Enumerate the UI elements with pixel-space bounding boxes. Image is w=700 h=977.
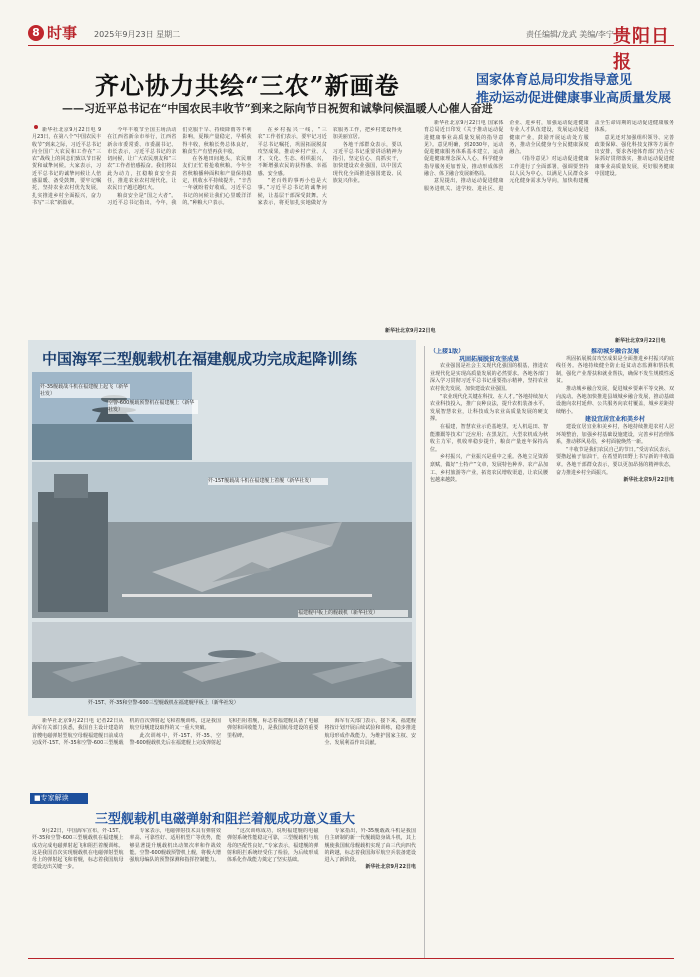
lead-paragraph: 在乡村振兴一线，“三农”工作者们表示，要牢记习近平总书记嘱托，巩固拓展脱贫攻坚成果，推动乡村产业、人才、文化、生态、组织振兴，不断增强农民的获得感、幸福感、安全感。: [257, 127, 327, 177]
deck-aircraft-row-photo: [32, 622, 412, 698]
expert-end-note: 新华社北京9月22日电: [365, 864, 416, 871]
sports-health-paragraph: 意见提出，推动运动促进健康服务进机关、进学校、进社区、进企业、进乡村，加强运动促进健康专业人才队伍建设，发展运动促进健康产业，鼓励开展运动处方服务，推动全民健身与全民健康深度融合。: [424, 120, 589, 192]
lead-paragraph: 各地干部群众表示，要以习近平总书记重要讲话精神为指引，坚定信心、真抓实干，加快建设农业强国，以中国式现代化全面推进强国建设、民族复兴伟业。: [332, 141, 402, 185]
sports-health-body: [424, 120, 674, 335]
page-header: [28, 24, 674, 73]
photo-feature-headline: 中国海军三型舰载机在福建舰成功完成起降训练: [42, 350, 358, 368]
lead-dateline: 新华社北京9月22日电: [42, 127, 96, 133]
photo-caption: 空警-600舰载预警机在福建舰上（新华社发）: [108, 400, 198, 414]
sports-health-headline: [476, 72, 671, 108]
photo-caption: 歼-15T舰载战斗机在福建舰上着舰（新华社发）: [208, 478, 328, 485]
carrier-photo-feature: [28, 340, 416, 716]
sports-health-dateline: 新华社北京9月22日电: [434, 120, 486, 126]
carrier-news-paragraph: 新华社北京9月22日电 记者22日从海军有关部门获悉，我国自主设计建造的首艘电磁弹射型航空母舰福建舰日前成功完成歼-15T、歼-35和空警-600三型舰载机的首次弹射起飞和着舰训练，这是我国航空母舰建设取得的又一重大突破。: [32, 718, 221, 746]
expert-tag: ■专家解读: [30, 793, 88, 804]
rural-paragraph: 农业强国是社会主义现代化强国的根基，推进农业现代化是实现高质量发展的必然要求。各地各部门深入学习贯彻习近平总书记重要指示精神，坚持农业农村优先发展，加快建设农业强国。: [430, 363, 548, 392]
lead-subheadline: ——习近平总书记在“中国农民丰收节”到来之际向节日祝贺和诚挚问候温暖人心催人奋进: [62, 102, 493, 115]
expert-body: [32, 828, 416, 954]
rural-paragraph: 建设宜居宜业和美乡村，各地持续推进农村人居环境整治，加强乡村基础设施建设，完善乡村治理体系，推动移风易俗，乡村面貌焕然一新。: [556, 423, 674, 446]
continuation-label: （上接1版）: [430, 348, 465, 355]
carrier-news-body: [32, 718, 416, 790]
rural-paragraph: “农业现代化关键在科技、在人才。”各地持续加大农业科技投入，推广良种良法，提升农机装备水平，发展智慧农业，让科技成为农业高质量发展的硬支撑。: [430, 393, 548, 423]
carrier-news-paragraph: 此次训练中，歼-15T、歼-35、空警-600舰载机先后在福建舰上完成弹射起飞和拦阻着舰，标志着福建舰具备了电磁弹射和回收能力，是我国航母建设的重要里程碑。: [129, 718, 319, 746]
rural-paragraph: “丰收节是我们农民自己的节日。”受访农民表示，要撸起袖子加油干，在希望的田野上书写新的丰收篇章。各地干部群众表示，要以更加昂扬的精神状态，奋力推进乡村全面振兴。: [556, 446, 674, 476]
sports-health-end-note: 新华社北京9月22日电: [615, 338, 666, 344]
rural-paragraph: 乡村振兴，产业振兴是重中之重。各地立足资源禀赋，做好“土特产”文章，发展特色种养、农产品加工、乡村旅游等产业，拓宽农民增收渠道，让农民腰包越来越鼓。: [430, 454, 548, 484]
subhead: 推动城乡融合发展: [590, 348, 639, 355]
carrier-deck-photo: [32, 462, 412, 618]
editor-credit: 责任编辑/龙武 美编/李宁: [526, 30, 614, 39]
lead-body: [32, 127, 402, 327]
expert-paragraph: “这次训练成功，说明福建舰的电磁弹射系统性能稳定可靠，三型舰载机与航母的匹配性良好。”专家表示，福建舰的弹射和阻拦系统经受住了检验，为后续形成体系化作战能力奠定了坚实基础。: [227, 828, 319, 864]
rural-paragraph: 在福建，智慧农业示范基地里，无人机巡田、智能灌溉等技术广泛应用；在黑龙江，大型农机成为秋收主力军，机收率稳步提升，粮食产量连年保持高位。: [430, 423, 548, 453]
lead-end-note: 新华社北京9月22日电: [385, 328, 436, 334]
footer-rule: [28, 958, 674, 959]
lead-paragraph: “老百姓的事再小也是大事。”习近平总书记的诚挚问候，让基层干部深受鼓舞。大家表示，将更加扎实地做好为农服务工作，把乡村建设得更加美丽宜居。: [257, 127, 402, 206]
photo-caption: 福建舰甲板上的舰载机（新华社发）: [298, 610, 408, 617]
lead-paragraph: 9月23日，在第八个“中国农民丰收节”到来之际，习近平总书记向全国广大农民和工作在“三农”战线上的同志们致以节日祝贺和诚挚问候。大家表示，习近平总书记的诚挚问候让人倍感温暖、备受鼓舞，要牢记嘱托，坚持农业农村优先发展，扎实推进乡村全面振兴，奋力书写“三农”新篇章。: [32, 127, 102, 206]
rural-paragraph: 巩固拓展脱贫攻坚成果是全面推进乡村振兴的底线任务。各地持续健全防止返贫动态监测和帮扶机制，强化产业帮扶和就业帮扶，确保不发生规模性返贫。: [556, 355, 674, 385]
photo-caption: 歼-35舰载战斗机在福建舰上起飞（新华社发）: [40, 384, 129, 397]
photo-caption: 歼-15T、歼-35和空警-600三型舰载机在福建舰甲板上（新华社发）: [88, 700, 239, 706]
lead-paragraph: 粮食安全是“国之大者”。习近平总书记指出，今年，我们克服干旱、持续降雨等不利影响，夏粮产量稳定，早稻获得丰收，秋粮长势总体良好，粮食生产有望再获丰收。: [107, 127, 252, 206]
expert-paragraph: 专家指出，歼-35舰载战斗机是我国自主研制的新一代舰载隐身战斗机，其上舰使我国航母舰载机实现了由三代向四代的跨越，标志着我国海军航空兵装备建设进入了新阶段。: [324, 828, 416, 864]
rural-continuation-body: [430, 348, 674, 954]
expert-headline: 三型舰载机电磁弹射和阻拦着舰成功意义重大: [95, 812, 356, 827]
page-number: 8: [28, 25, 44, 41]
rural-end-note: 新华社北京9月22日电: [623, 477, 674, 484]
section-title: 时事: [47, 24, 78, 42]
lead-headline: 齐心协力共绘“三农”新画卷: [95, 71, 400, 100]
expert-paragraph: 9月22日，中国海军宣布，歼-15T、歼-35和空警-600三型舰载机在福建舰上成功完成电磁弹射起飞和阻拦着舰训练。这是我国首次实现舰载机在电磁弹射型航母上的弹射起飞和着舰，标志着我国航母建设迈出关键一步。: [32, 828, 124, 871]
carrier-news-paragraph: 海军有关部门表示，接下来，福建舰将按计划开展后续试验和训练，稳步推进航母形成作战能力，为维护国家主权、安全、发展利益作出贡献。: [324, 718, 416, 746]
rural-paragraph: 推动城乡融合发展，促进城乡要素平等交换、双向流动。各地加快推进县域城乡融合发展，推动基础设施向农村延伸、公共服务向农村覆盖，城乡差距持续缩小。: [556, 385, 674, 415]
newspaper-brand: 贵阳日报: [613, 26, 670, 73]
expert-paragraph: 专家表示，电磁弹射技术具有弹射效率高、可靠性好、适用机型广等优势，能够显著提升舰载机出动架次率和作战效能。空警-600舰载预警机上舰，将极大增强航母编队的预警探测和指挥控制能力。: [129, 828, 221, 864]
subhead: 建设宜居宜业和美乡村: [584, 416, 645, 424]
sports-health-paragraph: 意见还对加强组织领导、完善政策保障、强化科技支撑等方面作出安排，要求各地体育部门结合实际抓好贯彻落实，推动运动促进健康事业高质量发展，更好服务健康中国建设。: [594, 134, 674, 178]
sports-health-title-line1: 国家体育总局印发指导意见: [476, 73, 633, 88]
column-divider: [424, 346, 425, 958]
sports-health-title-line2: 推动运动促进健康事业高质量发展: [476, 91, 672, 106]
sports-health-paragraph: 《指导意见》对运动促进健康工作进行了全面部署，强调要坚持以人民为中心，以满足人民群众多元化健身需求为导向，加快构建覆盖全生命周期的运动促进健康服务体系。: [509, 120, 674, 185]
issue-date: 2025年9月23日 星期二: [94, 30, 181, 39]
sports-health-paragraph: 国家体育总局近日印发《关于推动运动促进健康事业高质量发展的指导意见》。意见明确，到2030年，运动促进健康服务体系基本建立，运动促进健康理念深入人心，科学健身指导服务更加普及，推动形成体医融合、体卫融合发展新格局。: [424, 120, 504, 178]
lead-paragraph: 在各地田间地头，农民朋友们正忙着抢收秋粮。今年全省秋粮播种面积和产量保持稳定，机收水平持续提升，“辛苦一年就盼着好收成，习近平总书记的问候让我们心里暖洋洋的。”种粮大户表示。: [182, 156, 252, 206]
subhead: 巩固拓展脱贫攻坚成果: [458, 355, 519, 363]
lead-paragraph: 今年丰收节全国主场活动在江西省新余市举行，江西省新余市委常委、市委副书记、市长表示，习近平总书记的亲切问候，让广大农民朋友和“三农”工作者倍感振奋。我们将以此为动力，扛稳粮食安全责任，推进农业农村现代化，让农民日子越过越红火。: [107, 127, 177, 192]
